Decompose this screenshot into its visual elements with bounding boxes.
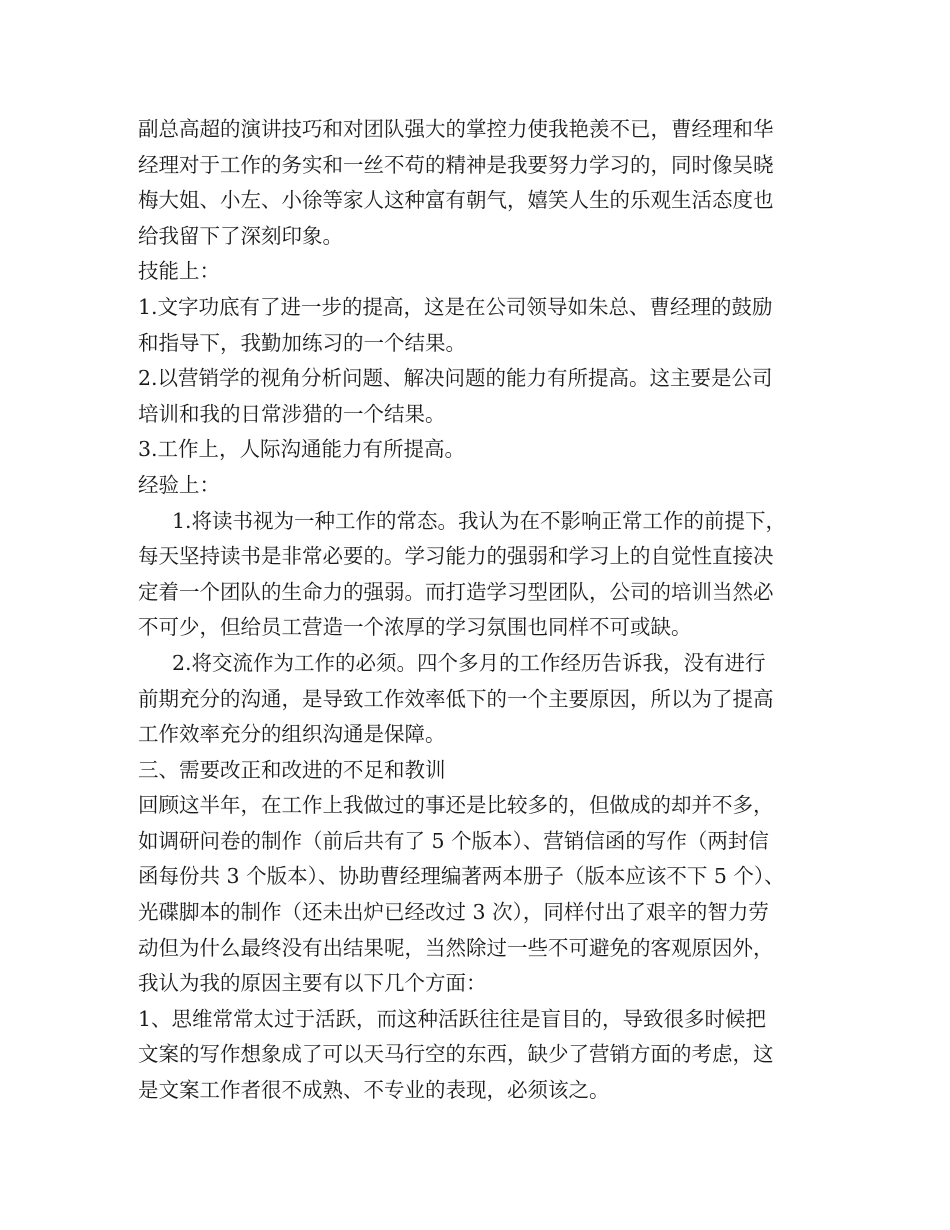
text-line: 1.文字功底有了进一步的提高，这是在公司领导如朱总、曹经理的鼓励 [138, 294, 773, 319]
section-heading: 三、需要改正和改进的不足和教训 [138, 757, 446, 782]
text-line: 3.工作上，人际沟通能力有所提高。 [138, 437, 466, 462]
text-line: 动但为什么最终没有出结果呢，当然除过一些不可避免的客观原因外， [138, 935, 774, 960]
text-line: 经理对于工作的务实和一丝不苟的精神是我要努力学习的，同时像吴晓 [138, 152, 774, 177]
text-line: 2.将交流作为工作的必须。四个多月的工作经历告诉我，没有进行 [172, 650, 766, 675]
text-line: 培训和我的日常涉猎的一个结果。 [138, 401, 446, 426]
section-heading: 经验上： [138, 472, 220, 497]
text-line: 工作效率充分的组织沟通是保障。 [138, 722, 446, 747]
text-line: 每天坚持读书是非常必要的。学习能力的强弱和学习上的自觉性直接决 [138, 544, 774, 569]
text-line: 函每份共 3 个版本）、协助曹经理编著两本册子（版本应该不下 5 个）、 [138, 864, 785, 889]
text-line: 1.将读书视为一种工作的常态。我认为在不影响正常工作的前提下， [172, 508, 787, 533]
text-line: 副总高超的演讲技巧和对团队强大的掌控力使我艳羡不已，曹经理和华 [138, 117, 774, 141]
text-line: 回顾这半年，在工作上我做过的事还是比较多的，但做成的却并不多， [138, 793, 774, 818]
text-line: 是文案工作者很不成熟、不专业的表现，必须该之。 [138, 1078, 610, 1103]
text-line: 2.以营销学的视角分析问题、解决问题的能力有所提高。这主要是公司 [138, 366, 773, 391]
section-heading: 技能上： [138, 259, 220, 284]
text-line: 给我留下了深刻印象。 [138, 223, 343, 248]
text-line: 1、思维常常太过于活跃，而这种活跃往往是盲目的，导致很多时候把 [138, 1006, 767, 1031]
text-line: 如调研问卷的制作（前后共有了 5 个版本）、营销信函的写作（两封信 [138, 828, 769, 853]
text-line: 定着一个团队的生命力的强弱。而打造学习型团队，公司的培训当然必 [138, 579, 774, 604]
text-line: 光碟脚本的制作（还未出炉已经改过 3 次），同样付出了艰辛的智力劳 [138, 900, 769, 925]
text-line: 和指导下，我勤加练习的一个结果。 [138, 330, 466, 355]
text-line: 文案的写作想象成了可以天马行空的东西，缺少了营销方面的考虑，这 [138, 1042, 774, 1067]
text-line: 我认为我的原因主要有以下几个方面： [138, 971, 487, 996]
text-line: 梅大姐、小左、小徐等家人这种富有朝气，嬉笑人生的乐观生活态度也 [138, 188, 774, 213]
document-body [138, 112, 818, 1109]
text-line: 不可少，但给员工营造一个浓厚的学习氛围也同样不可或缺。 [138, 615, 692, 640]
text-line: 前期充分的沟通，是导致工作效率低下的一个主要原因，所以为了提高 [138, 686, 774, 711]
